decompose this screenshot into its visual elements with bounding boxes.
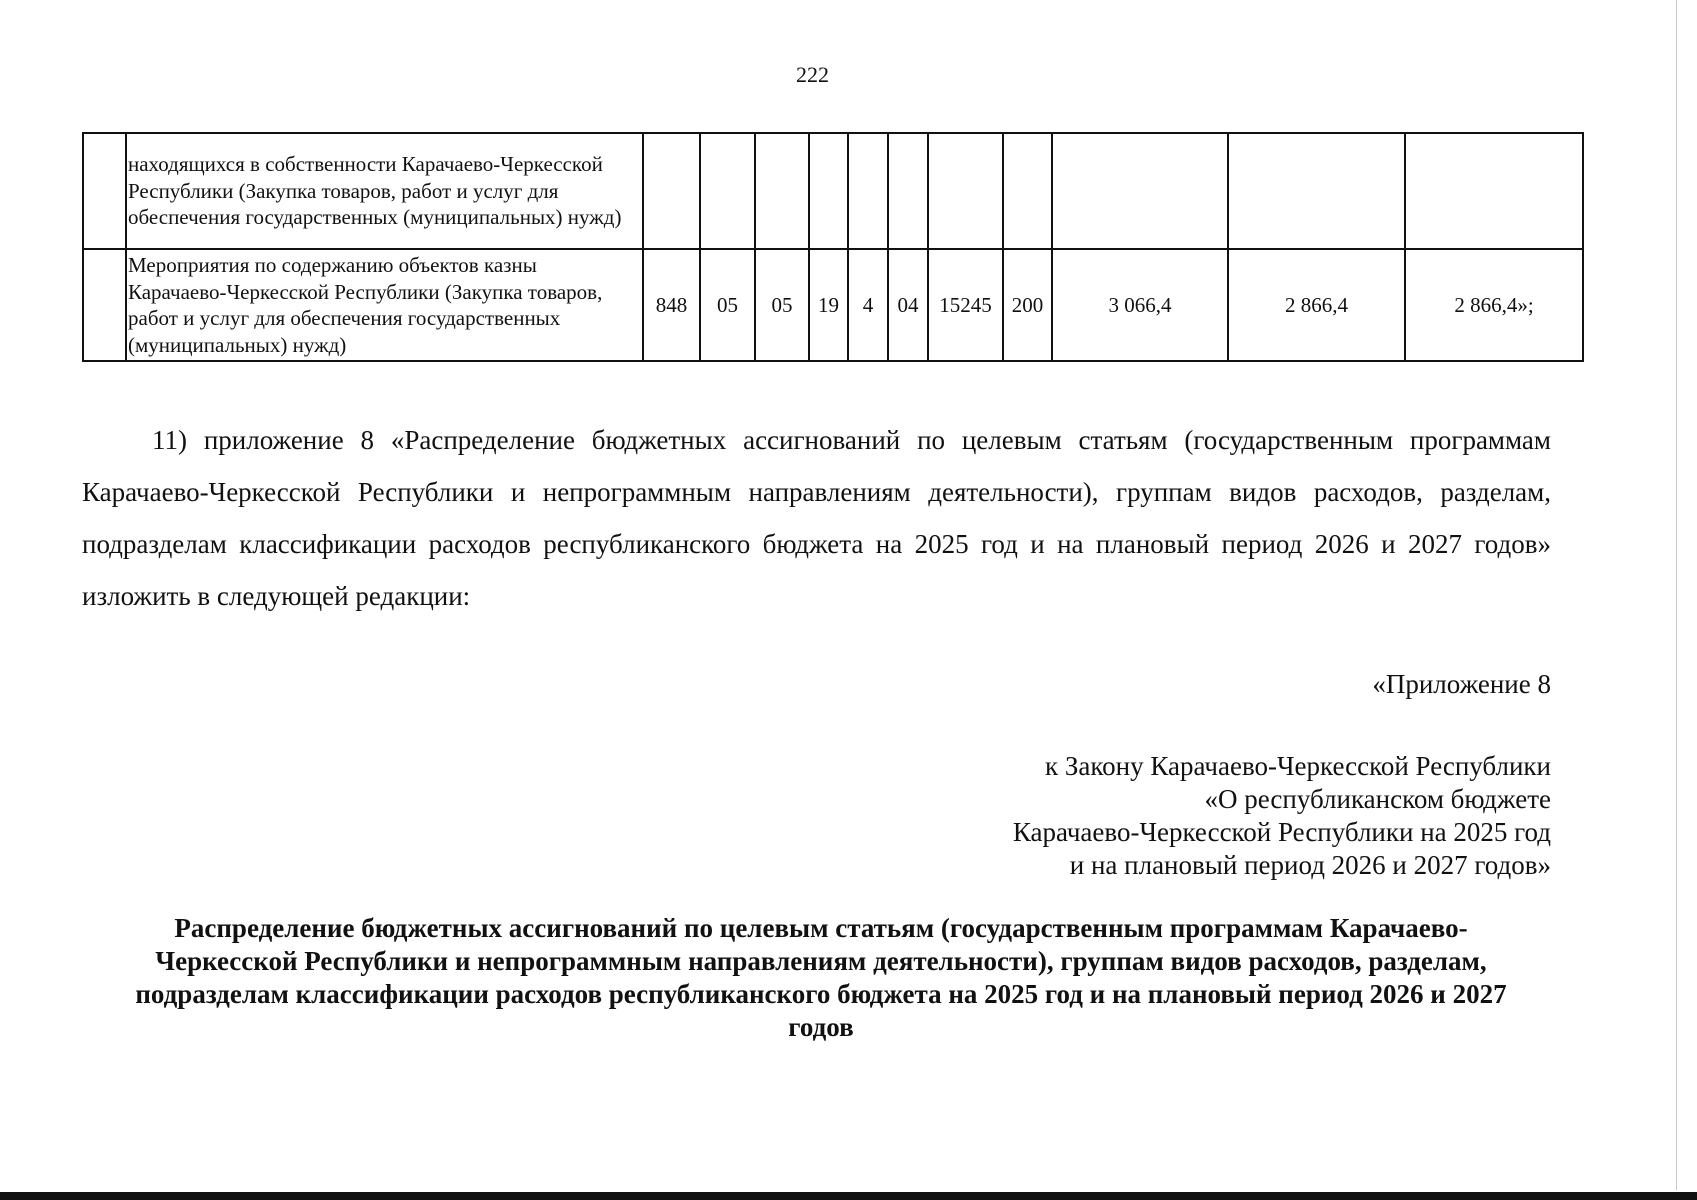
direction-cell xyxy=(928,133,1003,249)
ministry-code-cell: 848 xyxy=(643,249,700,361)
table-row xyxy=(83,133,1583,249)
expense-type-cell: 200 xyxy=(1003,249,1052,361)
title-line: годов xyxy=(788,1012,854,1042)
budget-table xyxy=(82,132,1584,362)
activity-cell xyxy=(888,133,928,249)
expense-type-cell xyxy=(1003,133,1052,249)
amount-2027-cell: 2 866,4»; xyxy=(1405,249,1583,361)
amount-2027-cell xyxy=(1405,133,1583,249)
law-reference-line: «О республиканском бюджете xyxy=(1204,784,1551,814)
amendment-paragraph: 11) приложение 8 «Распределение бюджетных ассигнований по целевым статьям (государственным программам Карачаево-Черкесской Республики и непрограммным направлениям деятельности), группам видов расходов, разделам, подразделам классификации расходов республиканского бюджета на 2025 год и на плановый период 2026 и 2027 годов» изложить в следующей редакции: xyxy=(82,425,1551,611)
amount-2025-cell xyxy=(1052,133,1228,249)
program-cell: 19 xyxy=(809,249,848,361)
subprogram-cell xyxy=(848,133,888,249)
amount-2026-cell: 2 866,4 xyxy=(1228,249,1405,361)
law-reference xyxy=(1013,750,1551,882)
section-cell xyxy=(700,133,755,249)
amount-2025-cell: 3 066,4 xyxy=(1052,249,1228,361)
law-reference-line: Карачаево-Черкесской Республики на 2025 год xyxy=(1012,817,1551,847)
law-reference-line: к Закону Карачаево-Черкесской Республики xyxy=(1045,751,1551,781)
row-index-cell xyxy=(83,249,126,361)
page-bottom-border xyxy=(0,1192,1697,1200)
document-title xyxy=(92,912,1550,1044)
program-cell xyxy=(809,133,848,249)
row-index-cell xyxy=(83,133,126,249)
scan-edge-line xyxy=(1676,0,1677,1190)
subprogram-cell: 4 xyxy=(848,249,888,361)
page-number: 222 xyxy=(796,62,829,87)
ministry-code-cell xyxy=(643,133,700,249)
table-row xyxy=(83,249,1583,361)
subsection-cell: 05 xyxy=(755,249,809,361)
appendix-label: «Приложение 8 xyxy=(1372,669,1551,699)
direction-cell: 15245 xyxy=(928,249,1003,361)
law-reference-line: и на плановый период 2026 и 2027 годов» xyxy=(1069,850,1551,880)
title-line: Черкесской Республики и непрограммным направлениям деятельности), группам видов расходов, разделам, xyxy=(155,946,1487,976)
amount-2026-cell xyxy=(1228,133,1405,249)
description-cell: Мероприятия по содержанию объектов казны Карачаево-Черкесской Республики (Закупка товаров, работ и услуг для обеспечения государственных (муниципальных) нужд) xyxy=(126,249,643,361)
title-line: подразделам классификации расходов республиканского бюджета на 2025 год и на плановый период 2026 и 2027 xyxy=(135,979,1507,1009)
title-line: Распределение бюджетных ассигнований по целевым статьям (государственным программам Карачаево- xyxy=(174,913,1468,943)
description-cell: находящихся в собственности Карачаево-Черкесской Республики (Закупка товаров, работ и услуг для обеспечения государственных (муниципальных) нужд) xyxy=(126,133,643,249)
activity-cell: 04 xyxy=(888,249,928,361)
section-cell: 05 xyxy=(700,249,755,361)
subsection-cell xyxy=(755,133,809,249)
